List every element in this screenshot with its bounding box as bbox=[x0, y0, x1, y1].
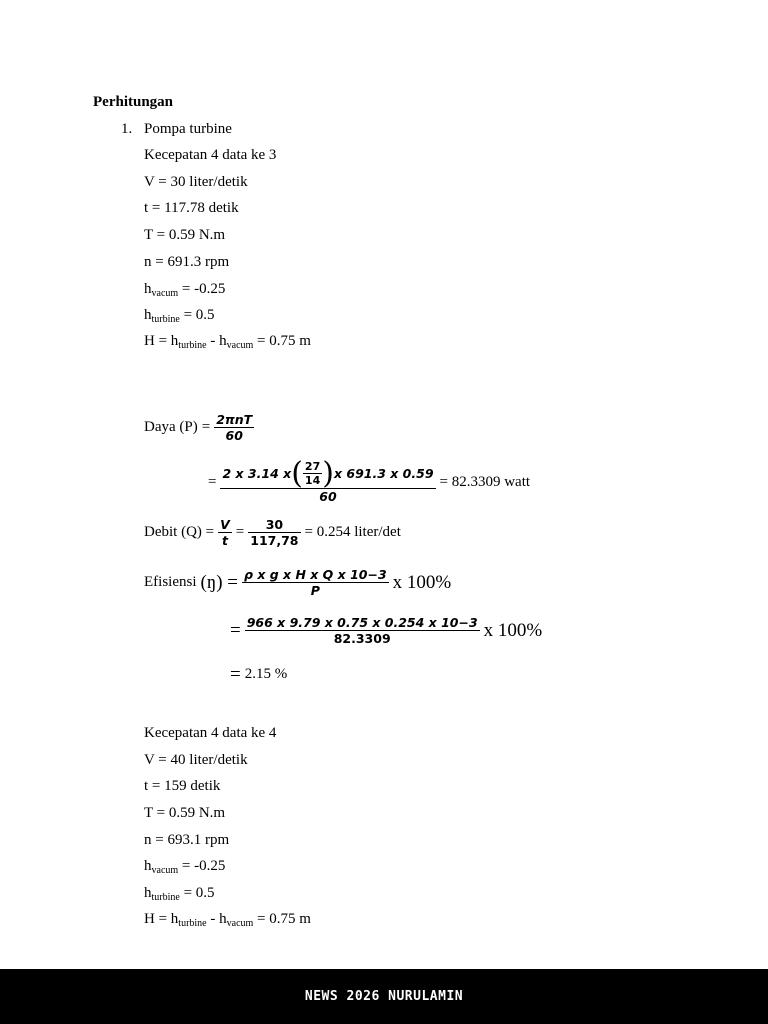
time-value: t = 159 detik bbox=[144, 778, 221, 794]
subtitle-data-3: Kecepatan 4 data ke 3 bbox=[144, 147, 277, 163]
flow-result: = 0.254 liter/det bbox=[304, 524, 401, 540]
flow-formula: Debit (Q) = $\frac{V}{t}$ = $\frac{30}{117,78}$ = 0.254 liter/det bbox=[144, 517, 401, 548]
rpm-value: n = 693.1 rpm bbox=[144, 832, 230, 848]
h-turbine-value: $h_{turbine} = 0.5$ bbox=[144, 307, 215, 325]
list-item-title: Pompa turbine bbox=[144, 121, 232, 137]
power-formula: Daya (P) = $\frac{\text{2πnT}}{60}$ bbox=[144, 412, 253, 443]
head-total-value: $H = h_{turbine} - h_{vacum} = 0.75$ m bbox=[144, 911, 311, 929]
power-result: = 82.3309 watt bbox=[439, 473, 531, 490]
footer-banner bbox=[0, 969, 768, 1024]
power-label: Daya (P) bbox=[144, 419, 198, 435]
efficiency-calculation: = $\frac{966 x 9.79 x 0.75 x 0.254 x 10-3}{82.3309}$ x 100% bbox=[230, 615, 543, 646]
h-turbine-value: $h_{turbine} = 0.5$ bbox=[144, 885, 215, 903]
footer-text: NEWS 2026 NURULAMIN bbox=[304, 989, 464, 1004]
rpm-value: n = 691.3 rpm bbox=[144, 254, 230, 270]
power-calc-fraction: 2 x 3.14 x ( $\frac{27}{14}$ ) x 691.3 x 0.59 60 bbox=[222, 455, 434, 505]
torque-value: T = 0.59 N.m bbox=[144, 227, 226, 243]
time-value: t = 117.78 detik bbox=[144, 200, 239, 216]
h-vacum-value: $h_{vacum} = -0.25$ bbox=[144, 281, 226, 299]
h-vacum-value: $h_{vacum} = -0.25$ bbox=[144, 858, 226, 876]
volume-value: V = 30 liter/detik bbox=[144, 174, 248, 190]
volume-value: V = 40 liter/detik bbox=[144, 752, 248, 768]
section-heading: Perhitungan bbox=[93, 94, 174, 110]
list-number: 1. bbox=[121, 121, 133, 137]
flow-label: Debit (Q) = bbox=[144, 524, 215, 540]
efficiency-result: = 2.15 % bbox=[230, 664, 288, 685]
torque-value: T = 0.59 N.m bbox=[144, 805, 226, 821]
power-fraction: $\frac{\text{2πnT}}{60}$ bbox=[216, 412, 253, 443]
efficiency-label: Efisiensi bbox=[144, 574, 197, 590]
head-total-value: $H = h_{turbine} - h_{vacum} = 0.75$ m bbox=[144, 333, 311, 351]
efficiency-formula: Efisiensi (ŋ) = $\frac{\text{ρ x g x H x Q x 10−3}}{P}$ x 100% bbox=[144, 567, 452, 598]
inner-fraction: $\frac{27}{14}$ bbox=[304, 460, 321, 488]
power-calculation: = 2 x 3.14 x ( $\frac{27}{14}$ ) x 691.3 x 0.59 60 = 82.3309 watt bbox=[208, 455, 531, 505]
subtitle-data-4: Kecepatan 4 data ke 4 bbox=[144, 725, 277, 741]
